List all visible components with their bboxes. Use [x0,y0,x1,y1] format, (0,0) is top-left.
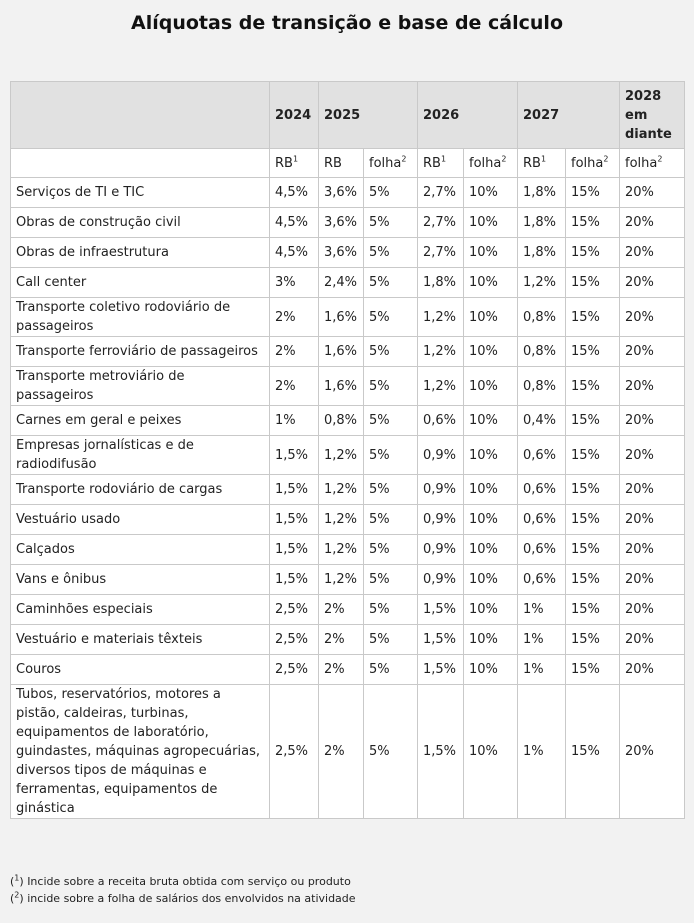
base-header-cell [518,149,566,178]
rate-cell: 1,2% [319,535,364,565]
rate-cell: 1,5% [270,565,319,595]
rate-cell: 2% [319,625,364,655]
rate-cell: 1% [518,655,566,685]
rate-cell: 1,6% [319,298,364,337]
rate-cell: 1,5% [270,535,319,565]
base-header-cell [364,149,418,178]
base-header-label: folha [625,155,658,171]
rate-cell: 1% [270,406,319,436]
rate-cell: 5% [364,625,418,655]
rate-cell: 0,8% [319,406,364,436]
base-header-label: folha [369,155,402,171]
rate-cell: 1% [518,685,566,819]
rate-cell: 1,5% [418,685,464,819]
rate-cell: 1,8% [518,208,566,238]
rate-cell: 10% [464,685,518,819]
rate-cell: 2,5% [270,655,319,685]
rate-cell: 10% [464,337,518,367]
rate-cell: 10% [464,367,518,406]
rate-cell: 15% [566,505,620,535]
rate-cell: 1,5% [418,625,464,655]
rate-cell: 15% [566,565,620,595]
rate-cell: 15% [566,436,620,475]
rate-cell: 2% [270,298,319,337]
rate-cell: 5% [364,208,418,238]
rate-cell: 1,8% [418,268,464,298]
footnote-marker: 1 [14,873,20,883]
footnote-marker: 2 [401,154,407,164]
rate-cell: 5% [364,505,418,535]
year-header: 2025 [319,82,418,149]
rate-cell: 10% [464,178,518,208]
rate-cell: 4,5% [270,208,319,238]
rate-cell: 4,5% [270,238,319,268]
footnote: ($^1$) Incide sobre a receita bruta obtida com serviço ou produto [10,873,351,888]
rate-cell: 5% [364,655,418,685]
rate-cell: 2,7% [418,208,464,238]
rate-cell: 4,5% [270,178,319,208]
year-header: 2028 em diante [620,82,685,149]
table-row [11,685,685,819]
rate-cell: 20% [620,268,685,298]
rate-cell: 0,9% [418,475,464,505]
sector-cell: Tubos, reservatórios, motores a pistão, caldeiras, turbinas, equipamentos de laboratório, guindastes, máquinas agropecuárias, diversos tipos de máquinas e ferramentas, equipamentos de ginástica [11,685,270,819]
rate-cell: 5% [364,337,418,367]
table-row [11,208,685,238]
footnote-marker: 1 [540,154,547,164]
rate-cell: 20% [620,337,685,367]
sector-cell: Transporte rodoviário de cargas [11,475,270,505]
sector-cell: Couros [11,655,270,685]
rate-cell: 10% [464,535,518,565]
sector-cell: Carnes em geral e peixes [11,406,270,436]
rate-cell: 1,8% [518,178,566,208]
base-header-cell [464,149,518,178]
rate-cell: 20% [620,178,685,208]
rate-cell: 15% [566,625,620,655]
year-header-row [11,82,685,149]
rate-cell: 15% [566,208,620,238]
sector-cell: Obras de construção civil [11,208,270,238]
table-row [11,505,685,535]
table-row [11,406,685,436]
rate-cell: 10% [464,238,518,268]
rate-cell: 0,6% [518,436,566,475]
rate-cell: 5% [364,238,418,268]
rate-cell: 20% [620,367,685,406]
rate-cell: 1% [518,625,566,655]
rate-cell: 1,5% [270,475,319,505]
rate-cell: 5% [364,367,418,406]
table-row [11,238,685,268]
rate-cell: 15% [566,367,620,406]
footnote-text: incide sobre a folha de salários dos envolvidos na atividade [27,892,356,905]
rate-cell: 0,6% [518,475,566,505]
rate-cell: 15% [566,178,620,208]
rate-cell: 2,5% [270,595,319,625]
sector-cell: Caminhões especiais [11,595,270,625]
rate-cell: 0,9% [418,535,464,565]
rate-cell: 5% [364,178,418,208]
rate-cell: 10% [464,268,518,298]
footnotes [10,873,680,907]
rate-cell: 20% [620,475,685,505]
sector-cell: Serviços de TI e TIC [11,178,270,208]
rate-cell: 1,2% [418,337,464,367]
table-row [11,298,685,337]
footnote-marker: 2 [603,154,609,164]
rate-cell: 5% [364,436,418,475]
rate-cell: 0,8% [518,298,566,337]
rate-cell: 15% [566,475,620,505]
rate-cell: 2,5% [270,685,319,819]
rate-cell: 1,5% [418,655,464,685]
rate-cell: 1,2% [319,565,364,595]
base-header-label: RB [523,155,541,171]
rates-table [10,81,685,819]
sector-cell: Obras de infraestrutura [11,238,270,268]
rate-cell: 0,9% [418,565,464,595]
rate-cell: 10% [464,595,518,625]
rates-table-body [11,178,685,819]
rate-cell: 2,5% [270,625,319,655]
rate-cell: 15% [566,298,620,337]
rate-cell: 1,5% [270,436,319,475]
year-header: 2027 [518,82,620,149]
rate-cell: 1,2% [319,436,364,475]
table-row [11,367,685,406]
sector-cell: Empresas jornalísticas e de radiodifusão [11,436,270,475]
base-header-cell [566,149,620,178]
rate-cell: 5% [364,595,418,625]
rate-cell: 1,2% [518,268,566,298]
page-title: Alíquotas de transição e base de cálculo [131,12,563,34]
rate-cell: 2% [319,685,364,819]
footnote-marker: 2 [657,154,663,164]
rate-cell: 20% [620,685,685,819]
footnote-marker: 1 [440,154,447,164]
rate-cell: 2% [319,655,364,685]
base-header-label: RB [275,155,293,171]
rate-cell: 2% [270,337,319,367]
rate-cell: 1,6% [319,367,364,406]
rate-cell: 15% [566,238,620,268]
base-header-label: RB [324,155,342,171]
sector-cell: Transporte metroviário de passageiros [11,367,270,406]
base-header-cell [319,149,364,178]
corner-cell [11,82,270,149]
rate-cell: 20% [620,565,685,595]
rate-cell: 20% [620,238,685,268]
rate-cell: 2% [319,595,364,625]
base-header-cell [270,149,319,178]
rate-cell: 2,4% [319,268,364,298]
rate-cell: 0,4% [518,406,566,436]
rate-cell: 5% [364,685,418,819]
rate-cell: 5% [364,406,418,436]
rate-cell: 15% [566,535,620,565]
rate-cell: 1,2% [418,298,464,337]
rate-cell: 2% [270,367,319,406]
rate-cell: 5% [364,268,418,298]
rate-cell: 0,8% [518,367,566,406]
table-row [11,565,685,595]
rate-cell: 10% [464,625,518,655]
rate-cell: 20% [620,595,685,625]
sector-cell: Call center [11,268,270,298]
rate-cell: 1,5% [270,505,319,535]
rate-cell: 0,6% [418,406,464,436]
sector-cell: Calçados [11,535,270,565]
rate-cell: 0,6% [518,505,566,535]
base-header-row [11,149,685,178]
table-row [11,625,685,655]
rate-cell: 0,8% [518,337,566,367]
rate-cell: 0,6% [518,565,566,595]
sector-cell: Vestuário e materiais têxteis [11,625,270,655]
rate-cell: 20% [620,535,685,565]
rate-cell: 3,6% [319,208,364,238]
rate-cell: 20% [620,208,685,238]
rate-cell: 3% [270,268,319,298]
rate-cell: 3,6% [319,178,364,208]
rate-cell: 0,6% [518,535,566,565]
sector-cell: Vestuário usado [11,505,270,535]
rate-cell: 15% [566,337,620,367]
rate-cell: 20% [620,505,685,535]
rate-cell: 10% [464,436,518,475]
rate-cell: 15% [566,685,620,819]
year-header: 2024 [270,82,319,149]
rate-cell: 5% [364,298,418,337]
base-header-cell [620,149,685,178]
base-header-label: folha [469,155,502,171]
rate-cell: 2,7% [418,238,464,268]
footnote-marker: 1 [292,154,299,164]
rate-cell: 1,2% [418,367,464,406]
sector-cell: Transporte ferroviário de passageiros [11,337,270,367]
empty-cell [11,149,270,178]
rate-cell: 20% [620,406,685,436]
rate-cell: 1,2% [319,505,364,535]
rate-cell: 1,8% [518,238,566,268]
year-header: 2026 [418,82,518,149]
rate-cell: 15% [566,655,620,685]
rate-cell: 0,9% [418,436,464,475]
rate-cell: 15% [566,268,620,298]
footnote-marker: 2 [501,154,507,164]
base-header-cell [418,149,464,178]
rate-cell: 20% [620,436,685,475]
rate-cell: 20% [620,298,685,337]
table-row [11,655,685,685]
rate-cell: 3,6% [319,238,364,268]
table-row [11,475,685,505]
rate-cell: 5% [364,535,418,565]
table-row [11,268,685,298]
rate-cell: 1,5% [418,595,464,625]
rate-cell: 10% [464,298,518,337]
rate-cell: 10% [464,565,518,595]
table-row [11,337,685,367]
table-row [11,595,685,625]
rate-cell: 1,6% [319,337,364,367]
rate-cell: 10% [464,208,518,238]
rate-cell: 1,2% [319,475,364,505]
table-row [11,436,685,475]
rate-cell: 1% [518,595,566,625]
base-header-label: RB [423,155,441,171]
rate-cell: 5% [364,565,418,595]
rate-cell: 5% [364,475,418,505]
rate-cell: 10% [464,406,518,436]
base-header-label: folha [571,155,604,171]
footnote-marker: 2 [14,890,20,900]
table-row [11,535,685,565]
rate-cell: 10% [464,655,518,685]
footnote: ($^2$) incide sobre a folha de salários dos envolvidos na atividade [10,890,356,905]
rate-cell: 10% [464,505,518,535]
sector-cell: Transporte coletivo rodoviário de passageiros [11,298,270,337]
rate-cell: 20% [620,655,685,685]
rate-cell: 10% [464,475,518,505]
rate-cell: 15% [566,406,620,436]
sector-cell: Vans e ônibus [11,565,270,595]
rate-cell: 0,9% [418,505,464,535]
footnote-text: Incide sobre a receita bruta obtida com serviço ou produto [27,875,351,888]
rate-cell: 15% [566,595,620,625]
table-row [11,178,685,208]
rate-cell: 2,7% [418,178,464,208]
rate-cell: 20% [620,625,685,655]
